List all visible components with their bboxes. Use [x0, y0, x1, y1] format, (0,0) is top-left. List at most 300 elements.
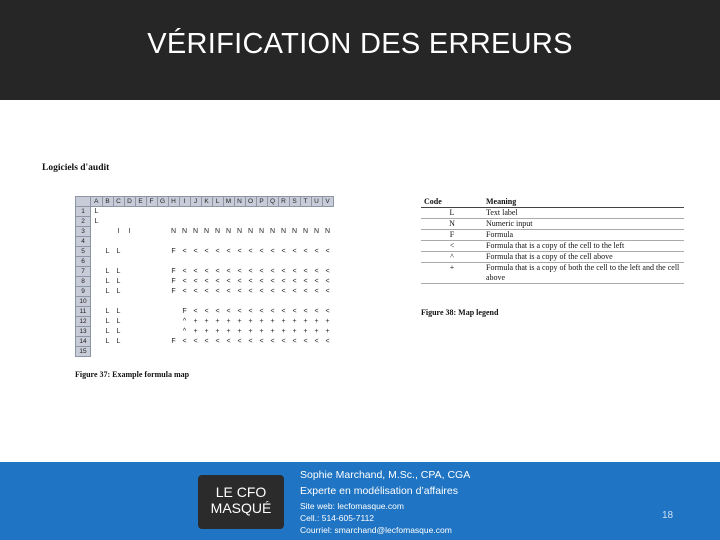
legend-row [421, 219, 684, 230]
map-cell: N [170, 228, 177, 235]
map-cell [289, 207, 300, 217]
map-row [76, 217, 334, 227]
map-cell [168, 327, 179, 337]
map-cell [102, 257, 113, 267]
map-cell: < [204, 248, 209, 255]
map-cell: + [259, 328, 264, 335]
map-cell: < [248, 248, 253, 255]
row-header: 1 [76, 207, 91, 217]
map-cell: < [248, 278, 253, 285]
column-header: E [135, 197, 146, 207]
map-cell [124, 287, 135, 297]
legend-code: ^ [421, 252, 483, 263]
map-cell [124, 207, 135, 217]
map-cell: L [105, 338, 110, 345]
map-cell: < [281, 338, 286, 345]
map-cell [322, 257, 333, 267]
column-header-row [76, 197, 334, 207]
map-cell [157, 267, 168, 277]
map-row [76, 327, 334, 337]
map-row [76, 237, 334, 247]
map-cell: F [171, 248, 176, 255]
map-cell [256, 207, 267, 217]
map-cell: < [325, 278, 330, 285]
map-cell [157, 347, 168, 357]
map-row [76, 227, 334, 237]
row-header: 3 [76, 227, 91, 237]
row-header: 13 [76, 327, 91, 337]
map-cell: ^ [182, 318, 187, 325]
map-row [76, 257, 334, 267]
map-row [76, 287, 334, 297]
map-row [76, 247, 334, 257]
map-cell: < [182, 268, 187, 275]
map-cell: + [248, 318, 253, 325]
phone-text: Cell.: 514-605-7112 [300, 513, 375, 523]
map-cell [322, 297, 333, 307]
map-cell [146, 327, 157, 337]
map-cell [146, 257, 157, 267]
map-cell [179, 237, 190, 247]
map-cell: N [236, 228, 243, 235]
map-cell [91, 337, 103, 347]
map-cell: N [258, 228, 265, 235]
map-cell [212, 347, 223, 357]
map-cell [124, 217, 135, 227]
map-cell [124, 347, 135, 357]
map-cell [157, 257, 168, 267]
map-cell [102, 207, 113, 217]
map-cell [91, 247, 103, 257]
map-cell [190, 347, 201, 357]
map-cell [113, 257, 124, 267]
map-cell: < [314, 268, 319, 275]
map-cell [102, 347, 113, 357]
map-cell [168, 347, 179, 357]
legend-meaning: Formula that is a copy of the cell to the left [483, 241, 684, 252]
map-cell [135, 227, 146, 237]
map-cell: + [259, 318, 264, 325]
map-cell [190, 217, 201, 227]
map-cell [135, 237, 146, 247]
map-cell: < [281, 278, 286, 285]
map-cell [267, 207, 278, 217]
map-cell: L [116, 308, 121, 315]
map-cell: < [270, 288, 275, 295]
map-cell [135, 207, 146, 217]
map-cell: N [302, 228, 309, 235]
map-cell [179, 207, 190, 217]
map-cell [234, 297, 245, 307]
map-cell: + [325, 328, 330, 335]
formula-map-table [75, 196, 334, 357]
map-cell [146, 247, 157, 257]
map-cell [223, 217, 234, 227]
map-cell [212, 217, 223, 227]
legend-code: F [421, 230, 483, 241]
map-cell: L [105, 308, 110, 315]
column-header: P [256, 197, 267, 207]
map-cell [113, 207, 124, 217]
map-cell [278, 257, 289, 267]
map-cell: L [116, 328, 121, 335]
map-cell [223, 237, 234, 247]
column-header: G [157, 197, 168, 207]
map-cell: < [226, 248, 231, 255]
map-cell: L [94, 208, 99, 216]
map-cell [91, 347, 103, 357]
map-cell: F [182, 308, 187, 315]
title-bar [0, 0, 720, 100]
map-cell: < [292, 338, 297, 345]
map-cell [146, 237, 157, 247]
map-cell [278, 297, 289, 307]
legend-meaning: Numeric input [483, 219, 684, 230]
map-cell: L [116, 278, 121, 285]
map-cell [146, 317, 157, 327]
map-cell: < [292, 248, 297, 255]
column-header: K [201, 197, 212, 207]
map-cell: + [314, 318, 319, 325]
map-cell: < [292, 288, 297, 295]
map-cell: < [270, 308, 275, 315]
map-cell: < [215, 268, 220, 275]
map-cell: + [281, 318, 286, 325]
map-cell: < [259, 288, 264, 295]
legend-meaning: Formula that is a copy of the cell above [483, 252, 684, 263]
map-cell: < [215, 248, 220, 255]
map-cell: N [214, 228, 221, 235]
map-cell [157, 327, 168, 337]
map-cell: < [259, 278, 264, 285]
map-cell [278, 237, 289, 247]
map-cell [135, 317, 146, 327]
map-cell: L [105, 318, 110, 325]
map-cell [168, 307, 179, 317]
map-cell: < [303, 268, 308, 275]
map-cell [289, 347, 300, 357]
map-cell: < [281, 248, 286, 255]
formula-map-body [76, 207, 334, 357]
map-cell [124, 237, 135, 247]
row-header: 7 [76, 267, 91, 277]
map-row [76, 267, 334, 277]
map-cell: L [105, 278, 110, 285]
map-cell: ^ [182, 328, 187, 335]
map-cell: I [128, 228, 131, 235]
map-cell [124, 247, 135, 257]
map-cell [245, 237, 256, 247]
map-cell: < [259, 268, 264, 275]
map-cell: < [237, 278, 242, 285]
map-cell: < [193, 338, 198, 345]
map-cell [212, 297, 223, 307]
column-header: T [300, 197, 311, 207]
map-cell: N [269, 228, 276, 235]
row-header: 8 [76, 277, 91, 287]
map-cell [157, 317, 168, 327]
map-cell [300, 257, 311, 267]
map-cell: F [171, 288, 176, 295]
map-cell [124, 327, 135, 337]
map-legend [421, 196, 684, 284]
map-cell [212, 207, 223, 217]
map-cell [300, 297, 311, 307]
column-header: J [190, 197, 201, 207]
map-cell: < [325, 338, 330, 345]
map-cell: < [314, 338, 319, 345]
map-cell: L [116, 288, 121, 295]
legend-meaning: Formula [483, 230, 684, 241]
map-cell: < [193, 248, 198, 255]
map-cell: L [105, 248, 110, 255]
map-cell [311, 217, 322, 227]
map-cell: < [226, 278, 231, 285]
column-header: N [234, 197, 245, 207]
map-cell [157, 237, 168, 247]
map-cell: + [193, 318, 198, 325]
map-cell: < [314, 248, 319, 255]
map-cell [157, 307, 168, 317]
map-cell: < [248, 288, 253, 295]
map-cell [91, 237, 103, 247]
map-cell [322, 217, 333, 227]
map-cell [146, 227, 157, 237]
map-cell: N [203, 228, 210, 235]
map-cell [135, 257, 146, 267]
map-cell: F [171, 338, 176, 345]
map-cell [157, 297, 168, 307]
map-cell [201, 347, 212, 357]
map-cell: L [94, 218, 99, 225]
map-cell [124, 307, 135, 317]
map-cell [124, 337, 135, 347]
row-header: 6 [76, 257, 91, 267]
map-cell [256, 347, 267, 357]
map-cell [91, 267, 103, 277]
legend-row [421, 263, 684, 284]
map-legend-table [421, 196, 684, 284]
map-cell [322, 237, 333, 247]
map-cell [190, 237, 201, 247]
map-cell [113, 237, 124, 247]
map-cell [168, 217, 179, 227]
map-cell: < [226, 268, 231, 275]
map-cell: L [116, 268, 121, 275]
website-text: Site web: lecfomasque.com [300, 501, 404, 511]
map-cell [157, 277, 168, 287]
column-header: F [146, 197, 157, 207]
map-cell: < [215, 308, 220, 315]
column-header: R [278, 197, 289, 207]
map-cell [190, 297, 201, 307]
map-cell [179, 257, 190, 267]
map-cell: + [204, 328, 209, 335]
map-cell [311, 347, 322, 357]
map-cell [146, 267, 157, 277]
column-header: U [311, 197, 322, 207]
map-cell [322, 207, 333, 217]
row-header: 14 [76, 337, 91, 347]
map-cell: < [237, 248, 242, 255]
map-cell [168, 257, 179, 267]
map-cell: < [226, 308, 231, 315]
map-cell: < [204, 268, 209, 275]
map-cell: L [116, 338, 121, 345]
map-cell: < [182, 248, 187, 255]
map-cell [267, 347, 278, 357]
map-cell: < [303, 278, 308, 285]
map-cell [311, 257, 322, 267]
map-cell: < [204, 338, 209, 345]
map-cell: < [237, 308, 242, 315]
map-cell [135, 287, 146, 297]
map-cell [157, 337, 168, 347]
legend-meaning-header: Meaning [483, 196, 684, 208]
map-cell [135, 347, 146, 357]
map-cell: N [280, 228, 287, 235]
map-cell: < [193, 288, 198, 295]
map-cell: < [325, 268, 330, 275]
map-row [76, 337, 334, 347]
map-cell [179, 347, 190, 357]
map-cell [146, 307, 157, 317]
map-cell [113, 217, 124, 227]
map-cell: < [325, 308, 330, 315]
map-cell [212, 237, 223, 247]
logo-line-1: LE CFO [215, 484, 267, 500]
map-cell [168, 317, 179, 327]
map-cell: < [270, 268, 275, 275]
map-cell [146, 287, 157, 297]
map-cell [146, 207, 157, 217]
map-cell: + [270, 328, 275, 335]
map-row [76, 347, 334, 357]
map-cell [234, 207, 245, 217]
map-cell [91, 297, 103, 307]
map-cell [267, 257, 278, 267]
slide-title: VÉRIFICATION DES ERREURS [147, 28, 573, 60]
legend-code: L [421, 208, 483, 219]
map-cell: + [215, 328, 220, 335]
map-cell: < [281, 288, 286, 295]
map-cell: < [237, 338, 242, 345]
map-cell [113, 347, 124, 357]
map-cell [146, 277, 157, 287]
row-header: 11 [76, 307, 91, 317]
map-cell: < [270, 278, 275, 285]
map-cell [124, 257, 135, 267]
map-cell: < [314, 288, 319, 295]
map-cell [245, 297, 256, 307]
map-cell [234, 217, 245, 227]
map-row [76, 207, 334, 217]
legend-header-row [421, 196, 684, 208]
map-row [76, 317, 334, 327]
map-cell [201, 297, 212, 307]
map-cell [124, 277, 135, 287]
map-cell [157, 207, 168, 217]
map-cell [146, 217, 157, 227]
map-cell: < [248, 338, 253, 345]
column-header: D [124, 197, 135, 207]
map-cell [201, 207, 212, 217]
map-cell: < [259, 248, 264, 255]
map-cell [245, 257, 256, 267]
map-cell [135, 247, 146, 257]
row-header: 9 [76, 287, 91, 297]
map-cell: N [192, 228, 199, 235]
legend-code: N [421, 219, 483, 230]
map-cell [311, 207, 322, 217]
map-cell [289, 237, 300, 247]
map-cell: < [281, 308, 286, 315]
map-cell [234, 257, 245, 267]
map-cell [245, 347, 256, 357]
map-cell: < [303, 248, 308, 255]
map-cell: < [215, 278, 220, 285]
map-cell [234, 237, 245, 247]
map-cell [91, 257, 103, 267]
legend-code: + [421, 263, 483, 284]
map-cell [91, 227, 103, 237]
map-cell [102, 297, 113, 307]
map-row [76, 297, 334, 307]
map-cell [135, 277, 146, 287]
map-cell [91, 287, 103, 297]
map-cell: + [292, 318, 297, 325]
legend-code: < [421, 241, 483, 252]
map-cell [289, 217, 300, 227]
map-cell: N [324, 228, 331, 235]
map-cell: + [292, 328, 297, 335]
map-cell [300, 347, 311, 357]
map-cell [278, 207, 289, 217]
map-cell [179, 217, 190, 227]
map-cell [256, 297, 267, 307]
map-cell [289, 297, 300, 307]
map-cell: N [291, 228, 298, 235]
map-cell [146, 297, 157, 307]
map-cell [102, 217, 113, 227]
map-cell [91, 307, 103, 317]
map-cell [102, 227, 113, 237]
map-cell [300, 237, 311, 247]
map-cell [223, 347, 234, 357]
column-header: I [179, 197, 190, 207]
map-cell [146, 347, 157, 357]
map-cell [146, 337, 157, 347]
map-cell [91, 277, 103, 287]
corner-cell [76, 197, 91, 207]
map-cell: L [105, 288, 110, 295]
map-cell: < [226, 288, 231, 295]
map-cell: + [237, 328, 242, 335]
map-cell [256, 257, 267, 267]
map-cell: < [215, 338, 220, 345]
legend-code-header: Code [421, 196, 483, 208]
formula-map [75, 196, 334, 357]
map-cell: F [171, 278, 176, 285]
company-logo [198, 475, 284, 529]
map-cell: < [292, 268, 297, 275]
map-cell [300, 207, 311, 217]
map-cell: < [182, 278, 187, 285]
legend-body [421, 208, 684, 284]
row-header: 5 [76, 247, 91, 257]
map-cell: N [247, 228, 254, 235]
row-header: 10 [76, 297, 91, 307]
